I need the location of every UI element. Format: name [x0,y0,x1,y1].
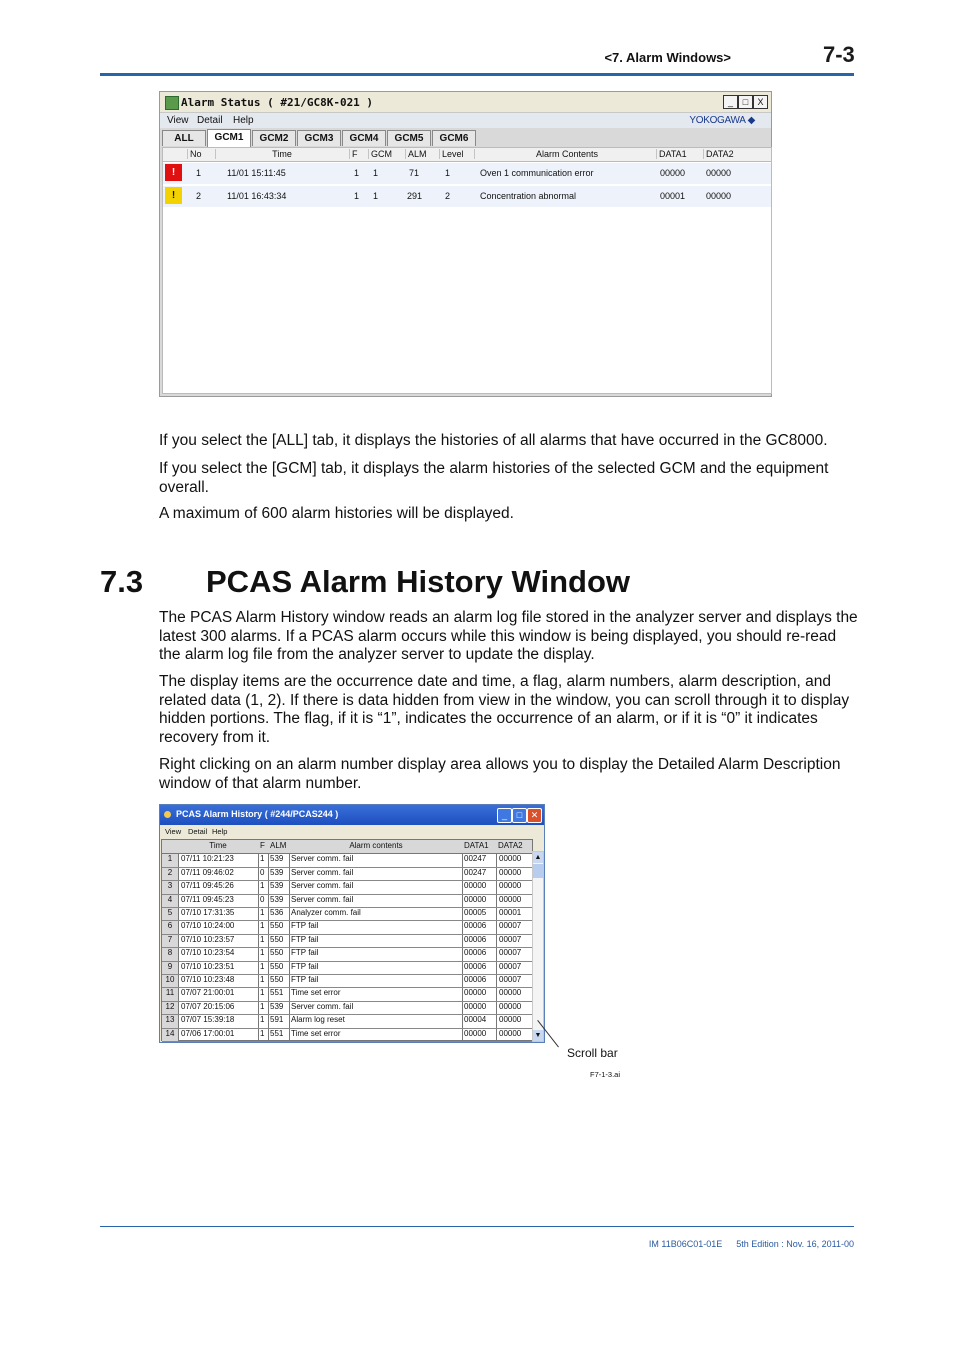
cell-data2: 00007 [499,934,522,944]
cell-contents: Concentration abnormal [480,191,577,201]
cell-contents: Time set error [291,1028,341,1038]
cell-time: 07/10 17:31:35 [181,908,235,917]
menu-view[interactable]: View [165,827,182,836]
paragraph-intro: The PCAS Alarm History window reads an alarm log file stored in the analyzer server and displays the latest 300 alarms. If a PCAS alarm occurs while this window is being displayed, you should re-read the alarm log file from the analyzer server to update the display. [159,609,858,663]
menu-view[interactable]: View [167,115,189,126]
maximize-button[interactable]: □ [738,95,753,109]
cell-alm[interactable]: 291 [407,191,423,201]
cell-contents: Server comm. fail [291,1001,354,1011]
cell-alm[interactable]: 550 [270,934,284,944]
cell-time: 07/06 17:00:01 [181,1028,235,1038]
row-number: 3 [162,881,179,893]
cell-data1: 00247 [464,854,487,864]
row-number: 8 [162,948,179,960]
footer-doc-number: IM 11B06C01-01E [648,1239,723,1249]
cell-data2: 00000 [706,168,732,178]
cell-time: 11/01 16:43:34 [227,191,287,201]
col-no[interactable]: No [187,149,216,159]
table-row[interactable] [162,974,532,988]
cell-data2: 00007 [499,948,522,958]
app-icon [165,96,179,110]
cell-contents: Server comm. fail [291,881,354,891]
cell-f: 1 [260,961,265,971]
cell-alm[interactable]: 539 [270,1001,284,1011]
row-number: 6 [162,921,179,933]
cell-time: 07/11 09:46:02 [181,867,234,877]
cell-data1: 00006 [464,934,487,944]
cell-data1: 00000 [464,1001,487,1011]
paragraph-gcm-tab: If you select the [GCM] tab, it displays the alarm histories of the selected GCM and the equipment overall. [159,460,829,496]
yokogawa-logo: YOKOGAWA ◆ [689,115,755,126]
menu-detail[interactable]: Detail [197,115,223,126]
tab-gcm2[interactable]: GCM2 [252,130,296,146]
cell-contents: Time set error [291,988,341,998]
cell-f: 0 [260,894,265,904]
cell-contents: FTP fail [291,921,319,931]
cell-data1: 00000 [660,168,686,178]
cell-f: 1 [260,948,265,958]
table-row[interactable] [162,880,532,894]
row-number: 1 [162,854,179,866]
paragraph-right-click: Right clicking on an alarm number display area allows you to display the Detailed Alarm Description window of that alarm number. [159,756,841,792]
cell-time: 07/07 21:00:01 [181,988,235,998]
window-title: Alarm Status ( #21/GC8K-021 ) [181,96,374,109]
window-title-bar [160,805,544,825]
cell-alm[interactable]: 539 [270,881,284,891]
tab-gcm1[interactable]: GCM1 [207,129,251,147]
alarm-status-grid [162,147,772,394]
table-row[interactable] [162,934,532,948]
footer-edition: 5th Edition : Nov. 16, 2011-00 [736,1239,854,1249]
cell-f: 1 [260,934,265,944]
table-row[interactable] [162,1014,532,1028]
row-number: 9 [162,962,179,974]
cell-contents: Oven 1 communication error [480,168,594,178]
menu-bar [160,113,771,128]
col-time[interactable]: Time [209,841,227,850]
cell-data1: 00000 [464,894,487,904]
col-data2[interactable]: DATA2 [498,841,523,850]
cell-time: 07/11 09:45:23 [181,894,234,904]
row-number: 10 [162,975,179,987]
figure-id: F7-1-3.ai [590,1070,621,1079]
table-row[interactable] [162,1028,532,1042]
alarm-level2-icon: ! [165,187,182,204]
table-row[interactable] [162,920,532,934]
cell-data1: 00004 [464,1015,487,1025]
cell-data1: 00006 [464,961,487,971]
cell-level: 1 [445,168,451,178]
row-number: 14 [162,1029,179,1041]
cell-data1: 00000 [464,988,487,998]
cell-data2: 00000 [706,191,732,201]
cell-data1: 00000 [464,881,487,891]
cell-alm[interactable]: 591 [270,1015,284,1025]
table-row[interactable] [162,947,532,961]
cell-time: 07/10 10:23:51 [181,961,235,971]
row-number: 13 [162,1015,179,1027]
footer-rule [100,1226,854,1227]
cell-f: 1 [260,1001,265,1011]
cell-f: 1 [260,881,265,891]
row-number: 12 [162,1002,179,1014]
col-alm[interactable]: ALM [270,841,287,850]
cell-time: 07/10 10:23:48 [181,975,235,984]
cell-level: 2 [445,191,451,201]
paragraph-max-histories: A maximum of 600 alarm histories will be displayed. [159,505,514,522]
grid-header [162,840,532,854]
grid-header [163,148,771,162]
col-alarm-contents[interactable]: Alarm contents [349,841,403,850]
section-title: PCAS Alarm History Window [206,564,631,599]
menu-help[interactable]: Help [233,115,254,126]
cell-data1: 00006 [464,948,487,958]
col-f[interactable]: F [349,149,368,159]
cell-gcm: 1 [373,168,379,178]
cell-alm[interactable]: 539 [270,894,284,904]
cell-time: 07/11 10:21:23 [181,854,234,864]
tab-gcm5[interactable]: GCM5 [387,130,431,146]
close-button[interactable]: X [753,95,768,109]
cell-contents: Server comm. fail [291,854,354,864]
table-row[interactable] [162,907,532,921]
cell-f: 1 [260,921,265,931]
cell-data2: 00000 [499,1001,522,1011]
cell-data1: 00006 [464,975,487,984]
alarm-level1-icon: ! [165,164,182,181]
cell-time: 11/01 15:11:45 [227,168,286,178]
running-header-section: <7. Alarm Windows> [604,50,731,65]
row-number: 11 [162,988,179,1000]
cell-data1: 00005 [464,908,487,917]
cell-data2: 00000 [499,1015,522,1025]
cell-f: 1 [260,854,265,864]
cell-time: 07/10 10:23:54 [181,948,235,958]
table-row[interactable] [163,186,771,207]
cell-data2: 00000 [499,881,522,891]
cell-time: 07/10 10:24:00 [181,921,235,931]
table-row[interactable] [162,853,532,867]
alarm-status-window [159,91,772,397]
cell-no: 2 [196,191,202,201]
tab-gcm4[interactable]: GCM4 [342,130,386,146]
cell-contents: Server comm. fail [291,894,354,904]
cell-alm[interactable]: 536 [270,908,284,917]
col-alm[interactable]: ALM [405,149,438,159]
scroll-up-icon[interactable]: ▲ [534,854,542,861]
row-number: 7 [162,935,179,947]
cell-contents: Server comm. fail [291,867,354,877]
cell-data2: 00000 [499,1028,522,1038]
cell-data2: 00007 [499,961,522,971]
cell-f: 0 [260,867,265,877]
row-number: 4 [162,895,179,907]
section-heading [100,564,630,600]
table-row[interactable] [162,867,532,881]
header-rule [100,73,854,76]
menu-detail[interactable]: Detail [188,827,208,836]
cell-f: 1 [260,1015,265,1025]
cell-f: 1 [260,975,265,984]
vertical-scrollbar[interactable] [532,851,544,1042]
cell-gcm: 1 [373,191,379,201]
col-time[interactable]: Time [215,149,346,159]
close-button[interactable]: ✕ [527,808,542,823]
col-level[interactable]: Level [439,149,472,159]
cell-data2: 00000 [499,867,522,877]
menu-help[interactable]: Help [212,827,228,836]
cell-data2: 00001 [499,908,522,917]
col-f[interactable]: F [260,841,265,850]
col-data1[interactable]: DATA1 [656,149,701,159]
cell-data2: 00000 [499,854,522,864]
col-data1[interactable]: DATA1 [464,841,489,850]
cell-alm[interactable]: 71 [409,168,420,178]
table-row[interactable] [163,163,771,184]
cell-f: 1 [354,191,360,201]
table-row[interactable] [162,961,532,975]
section-number: 7.3 [100,564,144,599]
cell-f: 1 [260,988,265,998]
cell-time: 07/07 15:39:18 [181,1015,235,1025]
cell-alm[interactable]: 550 [270,948,284,958]
cell-contents: FTP fail [291,975,319,984]
cell-alm[interactable]: 550 [270,961,284,971]
cell-data2: 00000 [499,988,522,998]
row-number: 5 [162,908,179,920]
cell-alm[interactable]: 550 [270,975,284,984]
cell-alm[interactable]: 539 [270,854,284,864]
cell-alm[interactable]: 539 [270,867,284,877]
tab-gcm6[interactable]: GCM6 [432,130,476,146]
cell-contents: FTP fail [291,934,319,944]
cell-no: 1 [196,168,202,178]
cell-alm[interactable]: 550 [270,921,284,931]
window-title: PCAS Alarm History ( #244/PCAS244 ) [176,809,339,819]
col-alarm-contents[interactable]: Alarm Contents [474,149,657,159]
pcas-history-grid [161,839,533,1041]
cell-time: 07/07 20:15:06 [181,1001,235,1011]
col-gcm[interactable]: GCM [368,149,401,159]
col-data2[interactable]: DATA2 [703,149,746,159]
cell-data1: 00247 [464,867,487,877]
scroll-bar-callout: Scroll bar [567,1046,618,1060]
cell-contents: FTP fail [291,961,319,971]
tab-all[interactable]: ALL [162,130,206,146]
app-icon [164,811,171,818]
table-row[interactable] [162,1001,532,1015]
maximize-button[interactable]: □ [512,808,527,823]
row-number: 2 [162,868,179,880]
cell-data1: 00006 [464,921,487,931]
cell-contents: FTP fail [291,948,319,958]
cell-data2: 00000 [499,894,522,904]
table-row[interactable] [162,987,532,1001]
paragraph-all-tab: If you select the [ALL] tab, it displays the histories of all alarms that have occurred in the GC8000. [159,432,828,449]
scroll-thumb[interactable] [533,864,543,878]
cell-contents: Analyzer comm. fail [291,908,361,917]
cell-time: 07/11 09:45:26 [181,881,234,891]
scroll-down-icon[interactable]: ▼ [534,1032,542,1039]
cell-f: 1 [260,1028,265,1038]
cell-time: 07/10 10:23:57 [181,934,235,944]
page-number: 7-3 [823,42,855,67]
minimize-button[interactable]: _ [497,808,512,823]
cell-alm[interactable]: 551 [270,1028,284,1038]
paragraph-display-items: The display items are the occurrence date and time, a flag, alarm numbers, alarm description, and related data (1, 2). If there is data hidden from view in the window, you can scroll through it to display hidden portions. The flag, if it is “1”, indicates the occurrence of an alarm, or if it is “0” it indicates recovery from it. [159,673,850,746]
minimize-button[interactable]: _ [723,95,738,109]
table-row[interactable] [162,894,532,908]
pcas-alarm-history-window [159,804,545,1043]
cell-data2: 00007 [499,975,522,984]
cell-data2: 00007 [499,921,522,931]
window-title-bar [160,92,771,113]
cell-contents: Alarm log reset [291,1015,345,1025]
footer [635,1239,854,1249]
cell-f: 1 [260,908,265,917]
cell-alm[interactable]: 551 [270,988,284,998]
tab-gcm3[interactable]: GCM3 [297,130,341,146]
menu-bar [160,825,544,838]
cell-f: 1 [354,168,360,178]
cell-data1: 00001 [660,191,686,201]
cell-data1: 00000 [464,1028,487,1038]
